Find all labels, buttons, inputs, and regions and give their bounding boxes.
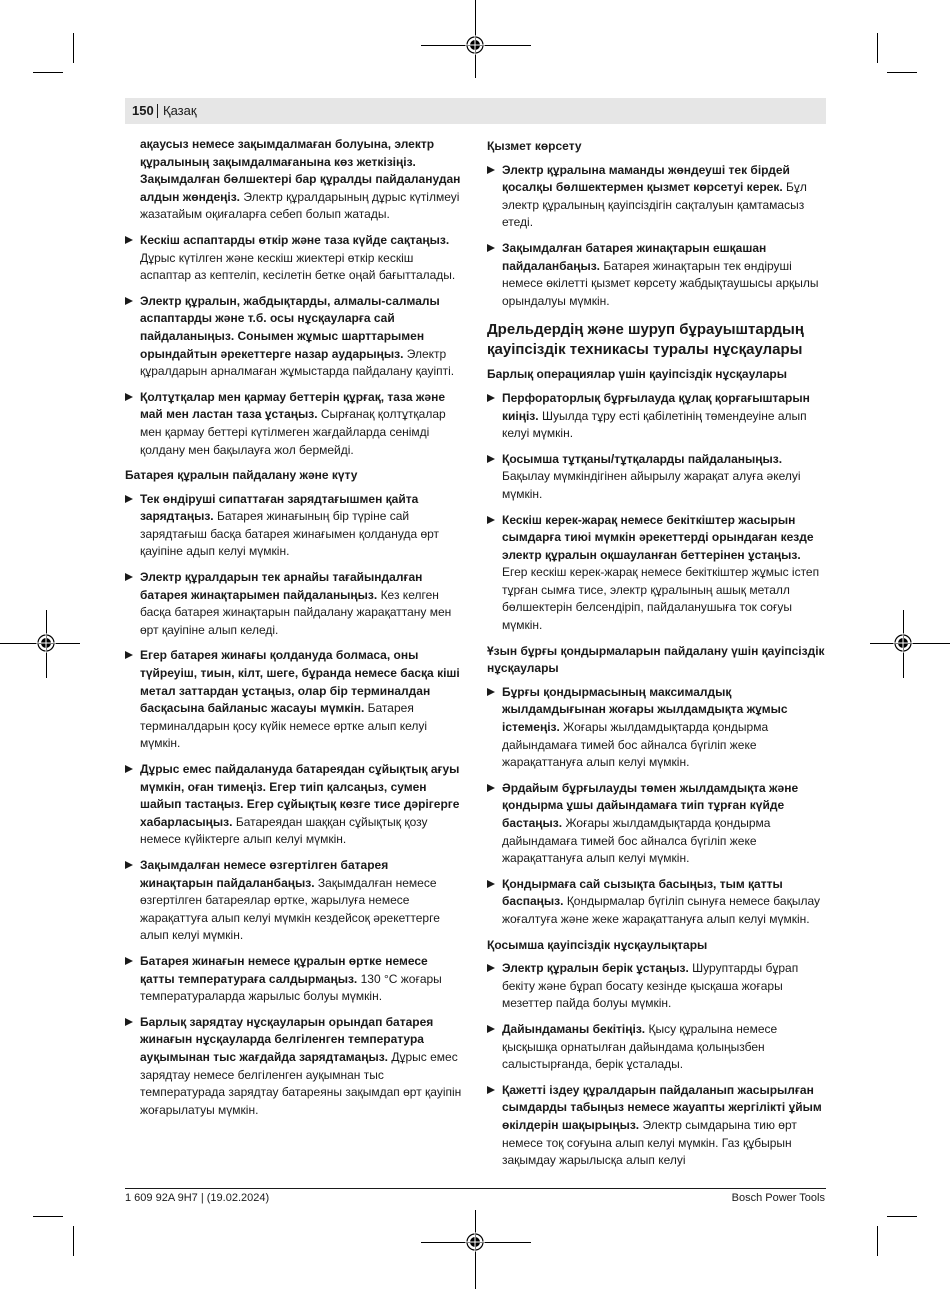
bullet-arrow-icon: [487, 244, 495, 252]
section-heading: Батарея құралын пайдалану және күту: [125, 468, 358, 483]
item-text: Жоғары жылдамдықтарда қондырма дайындамаға тимей бос айналса бүгіліп жеке жарақаттануға алып келуі мүмкін.: [502, 720, 769, 770]
list-item: [487, 1021, 825, 1074]
item-bold: Батарея жинағын немесе құралын өртке немесе қатты температураға салдырмаңыз.: [140, 953, 428, 986]
crop-mark: [73, 33, 74, 63]
list-item: [125, 569, 463, 639]
item-text: Қондырмалар бүгіліп сынуға немесе бақылау жоғалтуға және жеке жарақаттануға алып келуі мүмкін.: [502, 894, 820, 926]
item-text: Батарея терминалдарын қосу күйік немесе өртке алып келуі мүмкін.: [140, 701, 428, 751]
item-bold: Егер батарея жинағы қолдануда болмаса, оны түйреуіш, тиын, кілт, шеге, бұранда немесе басқа кіші метал заттардан ұстаңыз, олар бір терминалдан басқасына байланыс жасауы мүмкін.: [140, 648, 460, 716]
item-text: Бақылау мүмкіндігінен айырылу жарақат алуға әкелуі мүмкін.: [502, 469, 801, 501]
bullet-arrow-icon: [487, 166, 495, 174]
footer-doc-id: 1 609 92A 9H7 | (19.02.2024): [125, 1192, 270, 1204]
bullet-arrow-icon: [125, 297, 133, 305]
item-bold: Кескіш керек-жарақ немесе бекіткіштер жасырын сымдарға тиюі мүмкін әрекеттерді орындаған кезде электр құралын оқшауланған беттерінен ұстаңыз.: [502, 512, 814, 562]
list-item: [125, 857, 463, 945]
item-bold: Перфораторлық бұрғылауда құлақ қорғағыштарын киіңіз.: [502, 390, 810, 423]
item-text: Зақымдалған немесе өзгертілген батареялар өртке, жарылуға немесе жарақаттуға алып келуі мүмкін кездейсоқ әрекеттерге алып келуі мүмкін.: [140, 875, 440, 943]
footer-divider: [125, 1188, 826, 1189]
bullet-arrow-icon: [487, 964, 495, 972]
bullet-arrow-icon: [125, 495, 133, 503]
item-text: Электр құралдарын арналмаған жұмыстарда пайдалану қауіпті.: [140, 346, 455, 379]
registration-target-icon: [36, 633, 56, 653]
item-text: Батареядан шаққан сұйықтық қозу немесе күйіктерге алып келуі мүмкін.: [140, 814, 428, 847]
crop-mark: [887, 1216, 917, 1217]
crop-mark: [33, 1216, 63, 1217]
list-item: [487, 780, 825, 868]
item-bold: Бұрғы қондырмасының максималдық жылдамдығынан жоғары жылдамдықта жұмыс істемеңіз.: [502, 684, 788, 735]
list-item: [487, 390, 825, 443]
item-bold: Қажетті іздеу құралдарын пайдаланып жасырылған сымдарды табыңыз немесе жауапты жергілікті ұйым өкілдерін шақырыңыз.: [502, 1082, 822, 1132]
item-text: Бұл электр құралының қауіпсіздігін сақталуын қамтамасыз етеді.: [502, 180, 807, 230]
section-heading: Ұзын бұрғы қондырмаларын пайдалану үшін қауіпсіздік нұсқаулары: [487, 643, 825, 676]
list-item: [487, 1082, 825, 1170]
bullet-arrow-icon: [125, 236, 133, 244]
item-text: Кез келген басқа батарея жинақтарын пайдалану жарақаттану мен өрт қауіпіне алып келеді.: [140, 587, 452, 637]
item-text: Шуылда тұру есті қабілетінің төмендеуіне алып келуі мүмкін.: [502, 408, 807, 441]
list-item: [487, 162, 825, 232]
item-bold: Қосымша тұтқаны/тұтқаларды пайдаланыңыз.: [502, 451, 783, 466]
left-column: [125, 136, 463, 1127]
list-item: [125, 293, 463, 381]
bullet-arrow-icon: [125, 1018, 133, 1026]
bullet-arrow-icon: [487, 1025, 495, 1033]
item-text: Батарея жинақтарын тек өндіруші немесе өкілетті қызмет көрсету жабдықтаушысы арқылы орындалуы мүмкін.: [502, 258, 819, 308]
bullet-arrow-icon: [125, 573, 133, 581]
item-bold: Электр құралын берік ұстаңыз.: [502, 961, 689, 976]
list-item: [125, 647, 463, 753]
bullet-arrow-icon: [487, 688, 495, 696]
list-item: [487, 512, 825, 635]
list-item: [125, 491, 463, 561]
section-heading: Қызмет көрсету: [487, 139, 582, 153]
list-item: [487, 240, 825, 310]
header-divider: [157, 104, 158, 118]
item-text: Дұрыс күтілген және кескіш жиектері өткір кескіш аспаптар аз кептеліп, кесілетін бетке оңай бағытталады.: [140, 250, 456, 283]
continued-paragraph: [125, 136, 463, 224]
bullet-arrow-icon: [487, 1086, 495, 1094]
item-bold: Дайындаманы бекітіңіз.: [502, 1021, 646, 1036]
bullet-arrow-icon: [125, 651, 133, 659]
list-item: [487, 451, 825, 504]
item-bold: Дұрыс емес пайдалануда батареядан сұйықтық ағуы мүмкін, оған тимеңіз. Егер тиіп қалсаңыз, сумен шайып тастаңыз. Егер сұйықтық көзге тисе дәрігерге хабарласыңыз.: [140, 762, 460, 829]
item-bold: Электр құралын, жабдықтарды, алмалы-салмалы аспаптарды және т.б. осы нұсқауларға сай пайдаланыңыз. Сонымен жұмыс шарттарымен орындайтын әрекеттерге назар аударыңыз.: [140, 293, 440, 361]
item-bold: Тек өндіруші сипаттаған зарядтағышмен қайта зарядтаңыз.: [140, 491, 419, 524]
item-text: Қысу құралына немесе қысқышқа орнатылған дайындама қолыңызбен салыстырғанда, берік ұсталады.: [502, 1021, 778, 1072]
item-bold: Зақымдалған немесе өзгертілген батарея жинақтарын пайдаланбаңыз.: [140, 857, 389, 890]
item-text: Шуруптарды бұрап бекіту және бұрап босату кезінде қысқаша жоғары мезеттер пайда болуы мүмкін.: [502, 961, 799, 1011]
bullet-arrow-icon: [487, 455, 495, 463]
bullet-arrow-icon: [125, 957, 133, 965]
list-item: [487, 684, 825, 772]
item-bold: Әрдайым бұрғылауды төмен жылдамдықта және қондырма ұшы дайындамаға тиіп тұрған күйде бастаңыз.: [502, 780, 799, 830]
bullet-arrow-icon: [125, 393, 133, 401]
bullet-arrow-icon: [125, 765, 133, 773]
paragraph-text: Электр құралдарының дұрыс күтілмеуі жазатайым оқиғаларға себеп болып жатады.: [140, 189, 460, 222]
item-bold: Қондырмаға сай сызықта басыңыз, тым қатты баспаңыз.: [502, 876, 783, 909]
item-bold: Қолтұтқалар мен қармау беттерін құрғақ, таза және май мен ластан таза ұстаңыз.: [140, 389, 446, 422]
item-text: 130 °C жоғары температураларда жарылыс болуы мүмкін.: [140, 971, 442, 1004]
list-item: [487, 960, 825, 1013]
list-item: [125, 389, 463, 459]
crop-mark: [877, 1226, 878, 1256]
bullet-arrow-icon: [487, 394, 495, 402]
list-item: [125, 953, 463, 1006]
crop-mark: [33, 72, 63, 73]
bullet-arrow-icon: [487, 784, 495, 792]
section-heading: Барлық операциялар үшін қауіпсіздік нұсқаулары: [487, 367, 787, 382]
right-column: [487, 136, 825, 1178]
bullet-arrow-icon: [487, 880, 495, 888]
item-text: Егер кескіш керек-жарақ немесе бекіткіштер жұмыс істеп тұрған сымға тисе, электр құралының ашық металл бөлшектерін белсендіріп, пайдаланушыға ток соғуы мүмкін.: [502, 565, 820, 633]
item-bold: Зақымдалған батарея жинақтарын ешқашан пайдаланбаңыз.: [502, 240, 767, 273]
registration-target-icon: [465, 1232, 485, 1252]
registration-target-icon: [893, 633, 913, 653]
list-item: [125, 1014, 463, 1120]
item-text: Дұрыс емес зарядтау немесе белгіленген ауқымнан тыс температурада зарядтау батареяны зақымдап өрт қауіпін жоғарылатуы мүмкін.: [140, 1049, 462, 1117]
paragraph-bold: ақаусыз немесе зақымдалмаған болуына, электр құралының зақымдалмағанына көз жеткізіңіз. Зақымдалған бөлшектері бар құралды пайдаланудан алдын жөндеңіз.: [140, 137, 461, 204]
section-heading: Қосымша қауіпсіздік нұсқаулықтары: [487, 937, 708, 952]
page-number: 150: [132, 103, 154, 118]
list-item: [487, 876, 825, 929]
item-text: Жоғары жылдамдықтарда қондырма дайындамаға тимей бос айналса бүгіліп жеке жарақаттануға алып келуі мүмкін.: [502, 816, 771, 866]
bullet-arrow-icon: [125, 861, 133, 869]
page-header: [125, 98, 826, 124]
bullet-arrow-icon: [487, 516, 495, 524]
item-text: Батарея жинағының бір түріне сай зарядтағыш басқа батарея жинағымен қолдануда өрт қауіпіне адып келуі мүмкін.: [140, 509, 440, 559]
language-label: Қазақ: [163, 103, 197, 118]
footer-brand: Bosch Power Tools: [731, 1192, 825, 1204]
crop-mark: [877, 33, 878, 63]
list-item: [125, 761, 463, 849]
list-item: [125, 232, 463, 285]
item-bold: Электр құралдарын тек арнайы тағайындалған батарея жинақтарымен пайдаланыңыз.: [140, 570, 423, 602]
item-text: Электр сымдарына тию өрт немесе тоқ соғуына алып келуі мүмкін. Газ құбырын зақымдау жарылысқа алып келуі: [502, 1117, 797, 1168]
item-text: Сырғанақ қолтұтқалар мен қармау беттері күтілмеген жағдайларда сенімді қолдану мен бақылауға жол бермейді.: [140, 407, 446, 457]
crop-mark: [887, 72, 917, 73]
item-bold: Барлық зарядтау нұсқауларын орындап батарея жинағын нұсқауларда белгіленген температура ауқымынан тыс жағдайда зарядтамаңыз.: [140, 1014, 434, 1064]
item-bold: Кескіш аспаптарды өткір және таза күйде сақтаңыз.: [140, 232, 450, 247]
crop-mark: [73, 1226, 74, 1256]
item-bold: Электр құралына маманды жөндеуші тек бірдей қосалқы бөлшектермен қызмет көрсетуі керек.: [502, 162, 790, 195]
main-section-heading: Дрельдердің және шуруп бұрауыштардың қауіпсіздік техникасы туралы нұсқаулары: [487, 321, 804, 359]
registration-target-icon: [465, 35, 485, 55]
